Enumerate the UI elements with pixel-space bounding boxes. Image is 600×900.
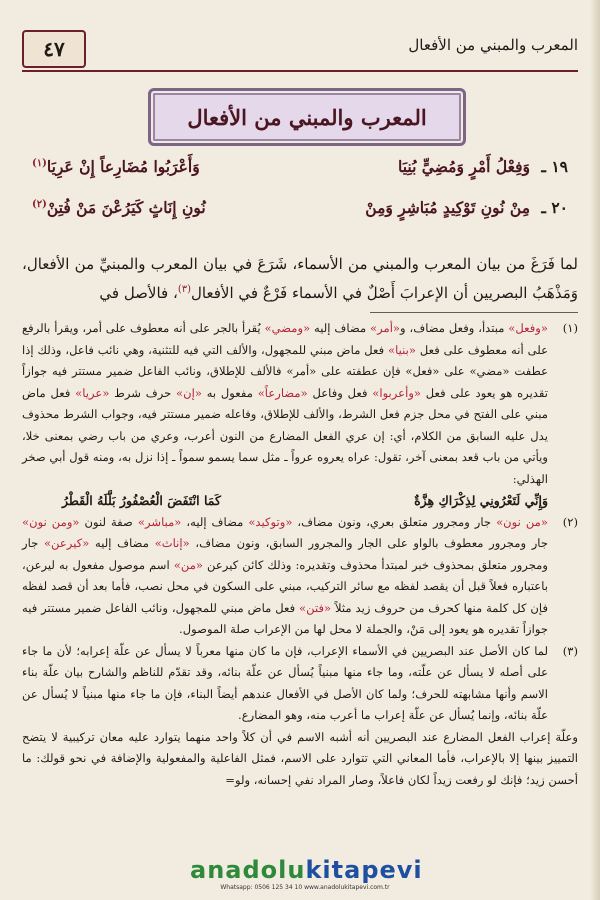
verse-19 [32,157,568,187]
footnote-text: فعل وفاعل [307,385,373,400]
footnote-text: فعل ماض مبني للمجهول، ونائب الفاعل ضمير مستتر فيه جوازاً تقديره هو يعود إلى مَنْ، والجملة لا محل لها من الإعراب صلة الموصول. [22,600,548,636]
parsed-word: «بنيا» [388,342,416,357]
publisher-contact: Whatsapp: 0506 125 34 10 www.anadolukitapevi.com.tr [220,884,390,891]
footnote-text: حرف شرط [109,385,177,400]
verse-20 [32,198,568,228]
parsed-word: «من» [173,557,204,572]
footnote-text: مفعول به [201,385,258,400]
parsed-word: «إناث» [154,536,190,550]
footnote-text: مبتدأ، وفعل مضاف، و [400,321,509,335]
quoted-verse [22,490,578,512]
parsed-word: «كيرعن» [43,536,90,550]
intro-paragraph: لما فَرَغَ من بيان المعرب والمبني من الأسماء، شَرَعَ في بيان المعرب والمبنيِّ من الأفعال، وَمَذْهَبُ البصريين أن الإعرابَ أَصْلٌ في الأسماء فَرْعٌ في الأفعال$^{(٣)}$، فالأصل في [22,255,578,302]
footnote-marker: (٢) [562,514,578,529]
quoted-verse-second: كَمَا انْتَفَضَ الْعُصْفُورُ بَلَّلَهُ الْقَطْرُ [62,493,221,508]
parsed-word: «أمر» [370,321,401,335]
parsed-word: «من نون» [496,514,548,529]
parsed-word: «وأعربوا» [372,385,422,400]
parsed-word: «ومن نون» [22,514,80,529]
parsed-word: «عريا» [75,385,110,400]
page-header [22,30,578,72]
chapter-title: المعرب والمبني من الأفعال [148,88,466,146]
footnote-reference: (١) [32,157,47,169]
parsed-word: «ومضي» [264,321,311,335]
footnote-text: جار ومجرور متعلق بعري، ونون مضاف، [292,514,497,529]
footnote-text: جار ومجرور معطوف بالواو على الجار والمجرور السابق، ونون مضاف، [189,536,549,550]
verse-hemistich-first: مِنْ نُونِ تَوْكِيدٍ مُبَاشِرٍ وَمِنْ [365,198,530,217]
footnote [22,512,578,641]
footnote [22,727,578,792]
footnote-text: مضاف إليه، [181,514,249,529]
page-edge-shadow [590,0,600,900]
parsed-word: «إن» [176,385,202,400]
footnote-marker: (١) [562,321,578,335]
parsed-word: «مباشر» [137,514,182,529]
verse-hemistich-first: وَفِعْلُ أَمْرٍ وَمُضِيٍّ بُنِيَا [398,157,530,176]
footnote [22,318,578,490]
verse-hemistich-second: نُونِ إِنَاثٍ كَيَرُعْنَ مَنْ فُتِنْ$^{(٢)}$ [32,198,206,217]
parsed-word: «مضارعاً» [257,385,308,400]
footnote-separator [370,312,578,313]
footnote-text: صفة لنون [79,514,138,529]
footnote-text: اسم موصول مفعول به ليرعن، باعتباره فعلاً قبل أن يقصد لفظه مع سائر التركيب، مبني على السكون في محل نصب، فأما بعد أن قصد لفظه فإن كل كلمة منها كحرف من حروف زيد مثلاً [22,557,549,615]
quoted-verse-first: وَإِنِّي لَتَعْرُونِي لِذِكْرَاكِ هِزَّةٌ [414,493,548,508]
parsed-word: «فتن» [299,600,332,615]
parsed-word: «وتوكيد» [248,514,293,529]
footnote-marker: (٣) [562,643,578,658]
brand-name: anadolukitapevi [190,856,423,884]
footnote-text: وعلّة إعراب الفعل المضارع عند البصريين أنه أشبه الاسم في أن كلاً واحد منهما يتوارد عليه معان تركيبية لا يتضح التمييز بينها إلا بالإعراب، فأما المعاني التي تتوارد على الاسم، فمثل الفاعلية والمفعولية والإضافة في نحو قولك: ما أحسن زيد؛ فإنك لو رفعت زيداً لكان فاعلاً، وصار المراد نفي إحسانه، ولو= [22,729,579,787]
footnote-text: يُقرأ بالجر على أنه معطوف على أمر، ويقرأ بالرفع على أنه معطوف على فعل [22,321,548,357]
verse-hemistich-second: وَأَعْرَبُوا مُضَارِعاً إِنْ عَرِيَا$^{(١)}$ [32,157,200,176]
footnote-text: فعل ماض مبني على الفتح في محل جزم فعل الشرط، والألف للإطلاق، وفاعله ضمير مستتر فيه، وجواب الشرط محذوف يدل عليه السابق من الكلام، أي: إن عري الفعل المضارع من النون أعرب، وعري من باب رضي بمعنى خلا، ويأتي من باب قعد بمعنى آخر، تقول: عراه يعروه عرواً ـ مثل سما يسمو سمواً ـ إذا نزل به، ومنه قول أبي صخر الهذلي: [22,385,548,486]
footnote-reference: (٢) [32,198,47,210]
verse-number: ١٩ ـ [541,157,568,176]
footnote-text: جار ومجرور متعلق بمحذوف خبر لمبتدأ محذوف وتقديره: وذلك كائن كيرعن [22,536,548,572]
verse-number: ٢٠ ـ [541,198,568,217]
parsed-word: «وفعل» [508,321,548,335]
footnote [22,641,578,727]
footnote-text: مضاف إليه [310,321,371,335]
footnotes [22,318,578,791]
footnote-text: مضاف إليه [89,536,155,550]
page-number: ٤٧ [22,30,86,68]
footnote-reference: (٣) [177,284,192,295]
footnote-text: لما كان الأصل عند البصريين في الأسماء الإعراب، فإن ما كان منها معرباً لا يسأل عن علّة إعرابه؛ لأن ما جاء على أصله لا يسأل عن علّته، وما جاء منها مبنياً يُسأل عن علّة بنائه، وقد تقدّم للناظم والشارح بيان علّة بناء الاسم وأنها مشابهته للحرف؛ ولما كان الأصل في الأفعال عندهم أيضاً البناء، فإن ما جاء منها مبنياً لا يُسأل عن علّة بنائه، وإنما يُسأل عن علّة إعراب ما أعرب منه، وهو المضارع. [22,643,548,722]
footnote-text: فعل ماض مبني للمجهول، والألف التي فيه للتثنية، وهي نائب فاعل، وذلك إذا عطفت «مضي» على «فعل» فإن عطفته على «أمر» فالألف للإطلاق، ونائب الفاعل ضمير مستتر فيه جوازاً تقديره هو يعود على فعل [22,342,548,400]
publisher-logo [190,856,423,892]
running-title: المعرب والمبني من الأفعال [408,36,578,54]
